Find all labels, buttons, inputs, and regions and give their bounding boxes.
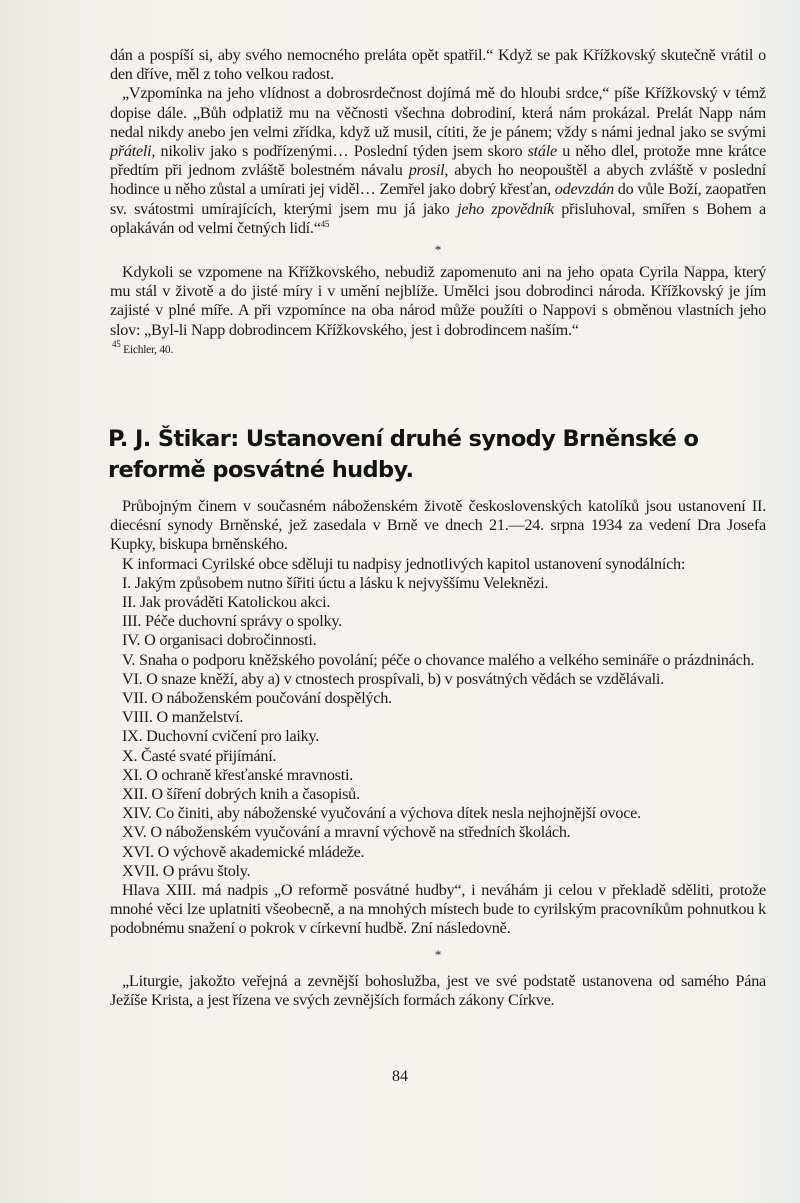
footnote-text: Eichler, 40. [123,343,173,356]
chapter-item: XII. O šíření dobrých knih a časopisů. [122,785,360,804]
chapter-item: VIII. O manželství. [122,708,244,727]
quote-text: do vůle Boží, zaopatřen sv. svátostmi umírajících, kterými jsem mu já jako [110,180,766,218]
emphasis-text: přáteli, [110,142,156,161]
paragraph-intro: Průbojným činem v současném náboženském životě československých katolíků jsou ustanovení II. diecésní synody Brněnské, jež zasedala v Brně ve dnech 21.—24. srpna 1934 za vedení Dra Josefa Kupky, biskupa brněnského. [110,497,766,554]
section-separator: * [434,946,442,962]
chapter-list [110,574,766,881]
quote-text: nikoliv jako s podřízenými… Poslední týden jsem skoro [155,142,528,161]
chapter-item: XV. O náboženském vyučování a mravní výchově na středních školách. [122,823,571,842]
paragraph-quote [110,84,766,238]
paragraph-info: K informaci Cyrilské obce sděluji tu nadpisy jednotlivých kapitol ustanovení synodálních: [122,554,686,573]
chapter-item: VII. O náboženském poučování dospělých. [122,689,392,708]
chapter-item: II. Jak prováděti Katolickou akci. [122,593,331,612]
quote-text: přisluhoval, smířen s Bohem a oplakáván od velmi četných lidí.“ [110,199,766,237]
chapter-item: XVII. O právu štoly. [122,861,251,880]
quote-text: abych ho neopouštěl a abych zvláště v poslední hodince u něho zůstal a umírati jej viděl… Zemřel jako dobrý křesťan, [110,161,767,199]
section-synod [110,497,766,1010]
quote-text: u něho dlel, protože mne krátce předtím při jednom zvláště bolestném návalu [110,142,767,180]
article-title: P. J. Štikar: Ustanovení druhé synody Brněnské o reformě posvátné hudby. [108,426,699,483]
chapter-item: I. Jakým způsobem nutno šířiti úctu a lásku k nejvyššímu Veleknězi. [122,573,549,592]
emphasis-text: odevzdán [554,180,614,199]
paragraph-liturgy: „Liturgie, jakožto veřejná a zevnější bohoslužba, jest ve své podstatě ustanovena od samého Pána Ježíše Krista, a jest řízena ve svých zevnějších formách zákony Církve. [110,971,766,1009]
chapter-item: IX. Duchovní cvičení pro laiky. [122,727,320,746]
chapter-item: XVI. O výchově akademické mládeže. [122,842,365,861]
emphasis-text: jeho zpovědník [457,199,554,218]
chapter-item: X. Časté svaté přijímání. [122,746,277,765]
section-napp [110,46,766,358]
chapter-item: XIV. Co činiti, aby náboženské vyučování a výchova dítek nesla nejhojnější ovoce. [122,804,641,823]
emphasis-text: stále [527,142,557,161]
paragraph-continuation: dán a pospíší si, aby svého nemocného preláta opět spatřil.“ Když se pak Křížkovský skutečně vrátil o den dříve, měl z toho velkou radost. [110,46,766,84]
chapter-item: IV. O organisaci dobročinnosti. [122,631,317,650]
chapter-item: VI. O snaze kněží, aby a) v ctnostech prospívali, b) v posvátných vědách se vzdělávali. [122,669,664,688]
footnote-reference: 45 [320,218,330,229]
footnote-number: 45 [112,338,121,349]
paragraph-hlava: Hlava XIII. má nadpis „O reformě posvátné hudby“, i neváhám ji celou v překladě sděliti, protože mnohé věci lze uplatniti všeobecně, a na mnohých místech bude to cyrilským pracovníkům pohnutkou k podobnému snažení o pokrok v církevní hudbě. Zní následovně. [110,881,766,938]
section-separator: * [434,242,442,258]
paragraph-closing: Kdykoli se vzpomene na Křížkovského, nebudiž zapomenuto ani na jeho opata Cyrila Nappa, který mu stál v životě a do jisté míry i v umění nejblíže. Umělci jsou dobrodinci národa. Křížkovský je jím zajisté v plné míře. A při vzpomínce na oba národ může použíti o Nappovi s obměnou vlastních jeho slov: „Byl-li Napp dobrodincem Křížkovského, jest i dobrodincem naším.“ [110,263,766,339]
chapter-item: III. Péče duchovní správy o spolky. [122,612,342,631]
quote-text: „Vzpomínka na jeho vlídnost a dobrosrdečnost dojímá mě do hloubi srdce,“ píše Křížkovský v témž dopise dále. „Bůh odplatiž mu na věčnosti všechna dobrodiní, která nám prokázal. Prelát Napp nám nedal nikdy anebo jen velmi zřídka, když už musil, cítiti, že je pánem; vždy s námi jednal jako se svými [110,84,766,141]
page-number: 84 [392,1068,408,1085]
chapter-item: XI. O ochraně křesťanské mravnosti. [122,765,354,784]
emphasis-text: prosil, [408,161,449,180]
chapter-item: V. Snaha o podporu kněžského povolání; péče o chovance malého a velkého semináře o prázdninách. [122,650,755,669]
footnote [110,338,766,358]
